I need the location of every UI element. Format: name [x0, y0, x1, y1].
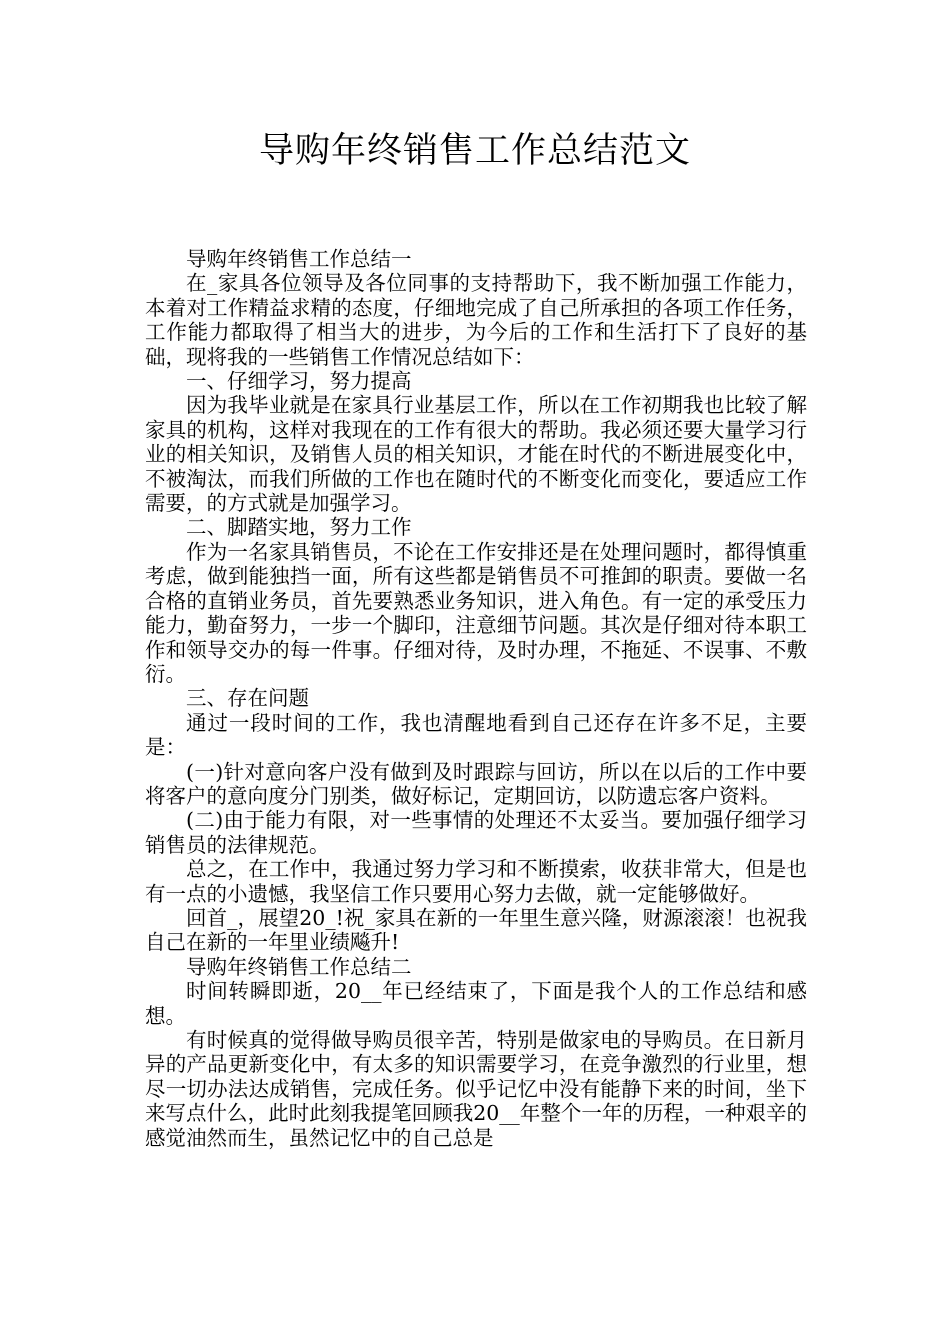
paragraph-outlook: 回首_，展望20_!祝_家具在新的一年里生意兴隆，财源滚滚！也祝我自己在新的一年里业绩飚升!: [145, 905, 807, 955]
page-title: 导购年终销售工作总结范文: [258, 131, 691, 171]
paragraph-problems-intro: 通过一段时间的工作，我也清醒地看到自己还存在许多不足，主要是：: [145, 710, 807, 760]
paragraph-problem-two: (二)由于能力有限，对一些事情的处理还不太妥当。要加强仔细学习销售员的法律规范。: [145, 808, 807, 857]
paragraph-work: 作为一名家具销售员，不论在工作安排还是在处理问题时，都得慎重考虑，做到能独挡一面，所有这些都是销售员不可推卸的职责。要做一名合格的直销业务员，首先要熟悉业务知识，进入角色。有一定的承受压力能力，勤奋努力，一步一个脚印，注意细节问题。其次是仔细对待本职工作和领导交办的每一件事。仔细对待，及时办理，不拖延、不误事、不敷衍。: [145, 539, 807, 686]
section-heading-study: 一、仔细学习，努力提高: [186, 369, 412, 394]
paragraph-study: 因为我毕业就是在家具行业基层工作，所以在工作初期我也比较了解家具的机构，这样对我现在的工作有很大的帮助。我必须还要大量学习行业的相关知识，及销售人员的相关知识，才能在时代的不断进展变化中，不被淘汰，而我们所做的工作也在随时代的不断变化而变化，要适应工作需要，的方式就是加强学习。: [145, 393, 807, 516]
paragraph-summary-two-body: 有时候真的觉得做导购员很辛苦，特别是做家电的导购员。在日新月异的产品更新变化中，有太多的知识需要学习，在竞争激烈的行业里，想尽一切办法达成销售，完成任务。似乎记忆中没有能静下来的时间，坐下来写点什么，此时此刻我提笔回顾我20__年整个一年的历程，一种艰辛的感觉油然而生，虽然记忆中的自己总是: [145, 1028, 807, 1150]
section-heading-summary-one: 导购年终销售工作总结一: [186, 247, 412, 271]
section-heading-work: 二、脚踏实地，努力工作: [186, 515, 412, 540]
paragraph-intro: 在_家具各位领导及各位同事的支持帮助下，我不断加强工作能力，本着对工作精益求精的态度，仔细地完成了自己所承担的各项工作任务，工作能力都取得了相当大的进步，为今后的工作和生活打下了良好的基础，现将我的一些销售工作情况总结如下：: [145, 271, 807, 369]
document-body: [145, 247, 807, 1150]
section-heading-problems: 三、存在问题: [186, 686, 309, 711]
paragraph-conclusion: 总之，在工作中，我通过努力学习和不断摸索，收获非常大，但是也有一点的小遗憾，我坚信工作只要用心努力去做，就一定能够做好。: [145, 857, 807, 906]
paragraph-summary-two-intro: 时间转瞬即逝，20__年已经结束了，下面是我个人的工作总结和感想。: [145, 979, 807, 1028]
paragraph-problem-one: (一)针对意向客户没有做到及时跟踪与回访，所以在以后的工作中要将客户的意向度分门别类，做好标记，定期回访，以防遗忘客户资料。: [145, 759, 807, 808]
section-heading-summary-two: 导购年终销售工作总结二: [186, 954, 412, 979]
